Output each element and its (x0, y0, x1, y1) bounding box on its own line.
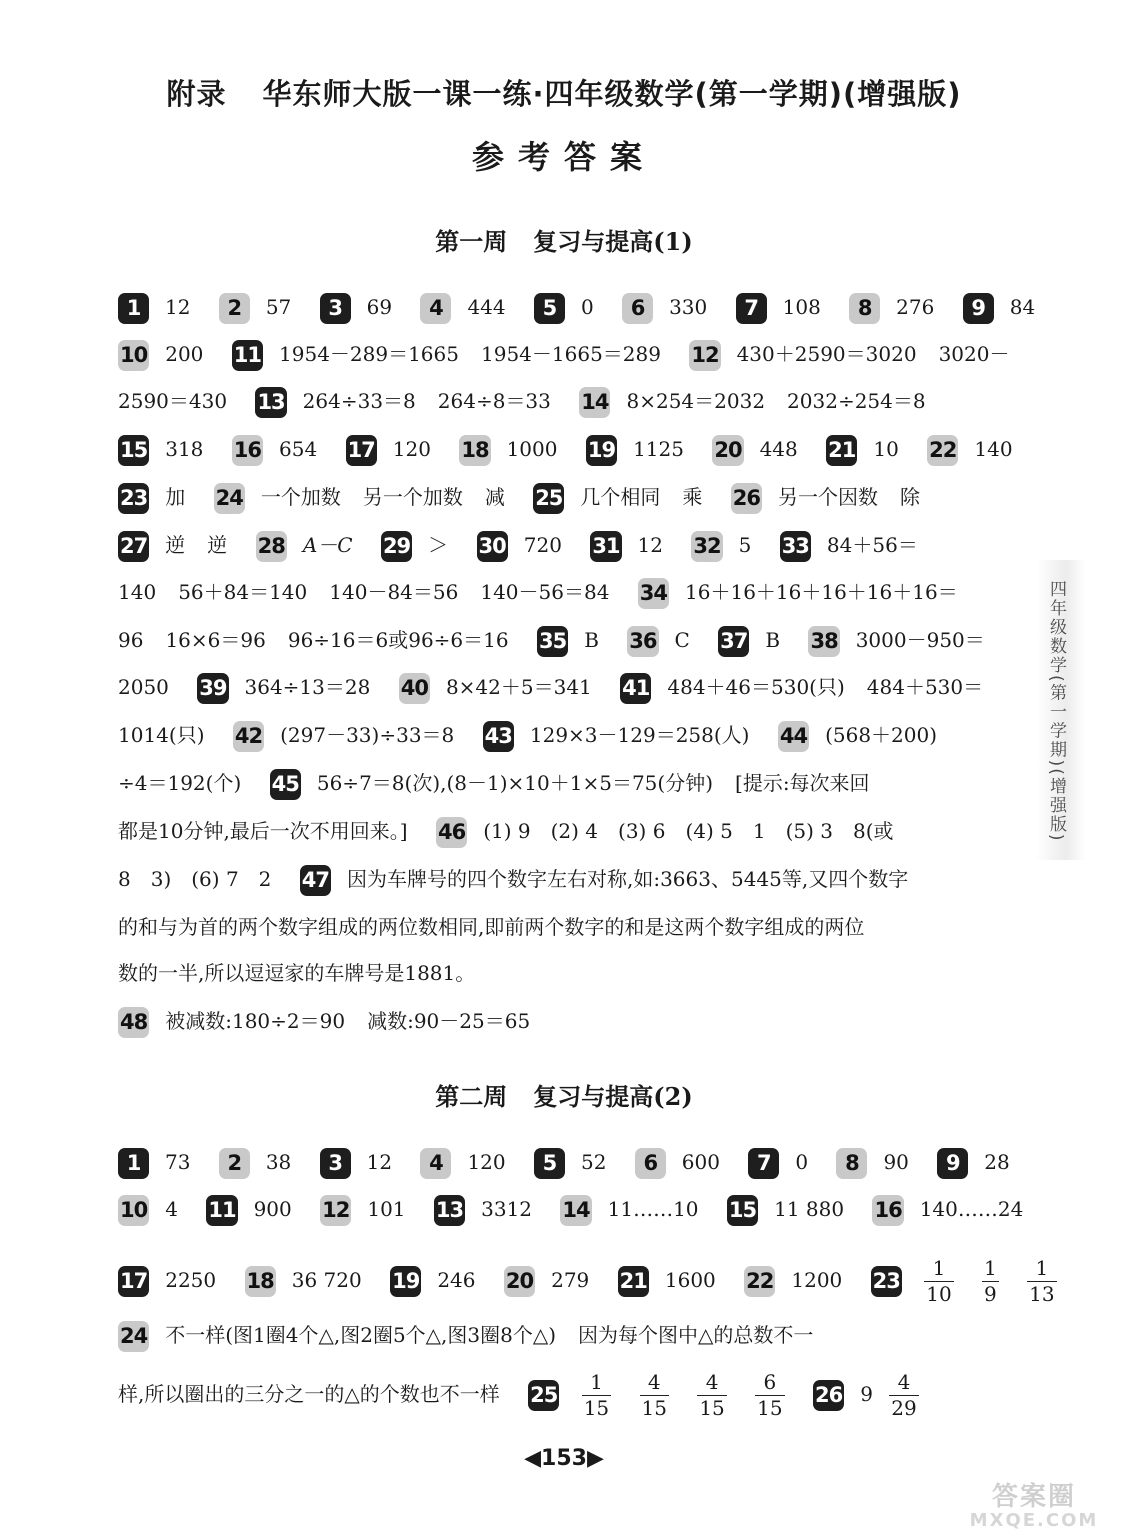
answer-value: 140－84＝56 (329, 580, 459, 604)
fraction-denominator: 29 (891, 1396, 917, 1420)
answer-value: 38 (265, 1150, 292, 1174)
answer-value: 140……24 (919, 1197, 1024, 1221)
answer-line (118, 623, 985, 657)
question-number-badge: 44 (778, 721, 809, 752)
question-number-badge: 19 (586, 435, 617, 466)
answer-value: 900 (253, 1197, 292, 1221)
answer-line (118, 384, 948, 418)
week-topic: 复习与提高(2) (533, 1082, 693, 1111)
page-number: ◀153▶ (524, 1446, 604, 1471)
fraction-numerator: 4 (697, 1370, 726, 1396)
answer-value: 12 (366, 1150, 393, 1174)
fraction-denominator: 15 (699, 1396, 725, 1420)
answer-line (118, 1004, 530, 1038)
answer-value: 因为车牌号的四个数字左右对称,如:3663、5445等,又四个数字 (346, 867, 909, 891)
fraction-numerator: 4 (889, 1370, 918, 1396)
answer-value: 1000 (506, 437, 558, 461)
question-number-badge: 19 (390, 1266, 421, 1297)
answer-value: 减 (484, 485, 505, 509)
fraction (582, 1370, 611, 1421)
side-running-title: 四年级数学(第一学期)(增强版) (1046, 580, 1066, 843)
question-number-badge: 24 (118, 1321, 149, 1352)
question-number-badge: 5 (534, 1148, 565, 1179)
question-number-badge: 32 (691, 531, 722, 562)
question-number-badge: 36 (627, 626, 658, 657)
answer-line (118, 290, 1057, 324)
answer-value: 8×42＋5＝341 (445, 675, 592, 699)
fraction-numerator: 6 (755, 1370, 784, 1396)
question-number-badge: 25 (528, 1380, 559, 1411)
answer-value: 8 3) (6) 7 2 (118, 867, 272, 891)
answer-value: 都是10分钟,最后一次不用回来。] (118, 819, 408, 843)
answer-value: 96÷16＝6或96÷6＝16 (287, 628, 509, 652)
answer-value: A－C (302, 533, 353, 557)
answer-line (118, 718, 937, 752)
question-number-badge: 6 (635, 1148, 666, 1179)
question-number-badge: 12 (689, 340, 720, 371)
question-number-badge: 15 (118, 435, 149, 466)
answer-value: 10 (873, 437, 899, 461)
question-number-badge: 30 (477, 531, 508, 562)
answer-value: 1954－1665＝289 (481, 342, 661, 366)
answer-value: 279 (551, 1268, 590, 1292)
answer-value: 276 (896, 295, 935, 319)
answer-value: 1125 (633, 437, 684, 461)
fraction-denominator: 10 (926, 1282, 952, 1306)
question-number-badge: 41 (620, 673, 651, 704)
answer-value: 减数:90－25＝65 (367, 1009, 531, 1033)
fraction (1027, 1256, 1056, 1307)
answer-value: 乘 (682, 485, 703, 509)
fraction-denominator: 13 (1029, 1282, 1055, 1306)
answers-title: 参考答案 (471, 138, 656, 176)
answer-value: 16×6＝96 (165, 628, 266, 652)
book-title: 华东师大版一课一练·四年级数学(第一学期)(增强版) (262, 77, 962, 111)
answer-value: (297－33)÷33＝8 (280, 723, 455, 747)
answer-value: 另一个因数 (778, 485, 879, 509)
question-number-badge: 27 (118, 531, 149, 562)
question-number-badge: 22 (744, 1266, 775, 1297)
question-number-badge: 13 (255, 387, 286, 418)
answer-value: 3000－950＝ (855, 628, 985, 652)
question-number-badge: 21 (618, 1266, 649, 1297)
question-number-badge: 20 (712, 435, 743, 466)
answer-value: 0 (795, 1150, 809, 1174)
answer-value: 5 (738, 533, 752, 557)
question-number-badge: 5 (534, 293, 565, 324)
answer-line (118, 670, 983, 704)
question-number-badge: 46 (436, 817, 467, 848)
answer-value: 484＋530＝ (866, 675, 984, 699)
answer-value: 0 (580, 295, 594, 319)
answer-value: B (584, 628, 599, 652)
question-number-badge: 20 (504, 1266, 535, 1297)
question-number-badge: 26 (813, 1380, 844, 1411)
fraction (640, 1370, 669, 1421)
answer-value: 84＋56＝ (826, 533, 918, 557)
answer-value: 2032÷254＝8 (787, 389, 926, 413)
page-header (0, 72, 1128, 113)
question-number-badge: 40 (399, 673, 430, 704)
answer-line (118, 910, 864, 944)
answer-value: 除 (900, 485, 921, 509)
answer-value: 逆 (207, 533, 228, 557)
question-number-badge: 38 (808, 626, 839, 657)
answer-value: 9 (860, 1382, 873, 1406)
answer-value: 720 (523, 533, 562, 557)
answer-value: 加 (165, 485, 186, 509)
question-number-badge: 14 (560, 1195, 591, 1226)
question-number-badge: 14 (579, 387, 610, 418)
question-number-badge: 11 (206, 1195, 237, 1226)
fraction (924, 1256, 953, 1307)
week-label: 第一周 (435, 227, 508, 256)
answer-value: 484＋46＝530(只) (667, 675, 845, 699)
answer-value: 因为每个图中△的总数不一 (578, 1323, 814, 1347)
fraction-numerator: 1 (924, 1256, 953, 1282)
question-number-badge: 24 (214, 483, 245, 514)
question-number-badge: 9 (937, 1148, 968, 1179)
answer-value: 52 (580, 1150, 607, 1174)
question-number-badge: 4 (420, 1148, 451, 1179)
answer-line (118, 337, 1009, 371)
answer-value: 200 (165, 342, 204, 366)
answer-value: 12 (165, 295, 191, 319)
question-number-badge: 21 (826, 435, 857, 466)
question-number-badge: 16 (232, 435, 263, 466)
section-title-week2 (0, 1077, 1128, 1112)
question-number-badge: 10 (118, 340, 149, 371)
answer-value: 16＋16＋16＋16＋16＋16＝ (685, 580, 958, 604)
answer-value: 444 (467, 295, 506, 319)
answer-value: 12 (637, 533, 663, 557)
answer-value: 数的一半,所以逗逗家的车牌号是1881。 (118, 961, 476, 985)
answer-value: 140－56＝84 (480, 580, 610, 604)
question-number-badge: 13 (434, 1195, 465, 1226)
answer-line (118, 1145, 1032, 1179)
answer-value: 8×254＝2032 (626, 389, 766, 413)
question-number-badge: 2 (219, 1148, 250, 1179)
answer-value: 69 (366, 295, 393, 319)
answer-value: 57 (265, 295, 292, 319)
question-number-badge: 8 (849, 293, 880, 324)
question-number-badge: 34 (638, 578, 669, 609)
answer-value: 264÷8＝33 (437, 389, 551, 413)
fraction (755, 1370, 784, 1421)
answer-line (118, 1318, 813, 1352)
fraction-numerator: 1 (984, 1256, 997, 1280)
answer-value: 1200 (791, 1268, 843, 1292)
question-number-badge: 47 (300, 865, 331, 896)
fraction-denominator: 15 (757, 1396, 783, 1420)
answer-value: B (765, 628, 781, 652)
watermark (946, 1476, 1122, 1531)
answer-line (118, 766, 870, 800)
answer-value: 84 (1009, 295, 1036, 319)
appendix-label: 附录 (166, 77, 227, 111)
answer-line (118, 575, 958, 609)
answer-line (118, 528, 918, 562)
answer-value: 129×3－129＝258(人) (529, 723, 750, 747)
question-number-badge: 43 (483, 721, 514, 752)
answer-value: 430＋2590＝3020 (736, 342, 917, 366)
answer-value: 264÷33＝8 (302, 389, 416, 413)
answer-value: C (674, 628, 690, 652)
question-number-badge: 3 (320, 1148, 351, 1179)
answer-value: 330 (669, 295, 708, 319)
answer-value: 2590＝430 (118, 389, 228, 413)
answer-value: 28 (984, 1150, 1010, 1174)
answer-value: 654 (279, 437, 318, 461)
question-number-badge: 33 (780, 531, 811, 562)
answer-value: 56＋84＝140 (178, 580, 308, 604)
answer-value: (1) 9 (2) 4 (3) 6 (4) 5 1 (5) 3 8(或 (483, 819, 894, 843)
answer-value: 3020－ (938, 342, 1010, 366)
fraction-numerator: 1 (582, 1370, 611, 1396)
question-number-badge: 25 (533, 483, 564, 514)
fraction (982, 1256, 999, 1307)
answer-value: 不一样(图1圈4个△,图2圈5个△,图3圈8个△) (165, 1323, 557, 1347)
fraction (697, 1370, 726, 1421)
question-number-badge: 7 (736, 293, 767, 324)
answer-value: 11 880 (774, 1197, 845, 1221)
question-number-badge: 26 (731, 483, 762, 514)
answer-value: 96 (118, 628, 144, 652)
answer-value: 90 (883, 1150, 909, 1174)
answer-value: 逆 (165, 533, 186, 557)
answer-value: ÷4＝192(个) (118, 771, 242, 795)
answer-value: 73 (165, 1150, 191, 1174)
question-number-badge: 11 (232, 340, 263, 371)
question-number-badge: 3 (320, 293, 351, 324)
question-number-badge: 10 (118, 1195, 149, 1226)
question-number-badge: 9 (963, 293, 994, 324)
answer-value: 1954－289＝1665 (279, 342, 459, 366)
answer-value: 101 (367, 1197, 406, 1221)
question-number-badge: 18 (459, 435, 490, 466)
question-number-badge: 6 (622, 293, 653, 324)
answer-value: 2050 (118, 675, 169, 699)
answer-line (118, 1192, 1045, 1226)
question-number-badge: 48 (118, 1007, 149, 1038)
answer-value: 318 (165, 437, 204, 461)
question-number-badge: 17 (346, 435, 377, 466)
watermark-site: MXQE.COM (969, 1510, 1099, 1531)
question-number-badge: 8 (836, 1148, 867, 1179)
question-number-badge: 42 (233, 721, 264, 752)
answer-value: 140 (974, 437, 1013, 461)
answer-value: 600 (681, 1150, 720, 1174)
answer-value: 4 (165, 1197, 178, 1221)
fraction-denominator: 15 (641, 1396, 667, 1420)
answer-value: 3312 (481, 1197, 533, 1221)
answer-value: 另一个加数 (362, 485, 463, 509)
answer-line (118, 862, 908, 896)
answer-value: 的和与为首的两个数字组成的两位数相同,即前两个数字的和是这两个数字组成的两位 (118, 915, 865, 939)
answer-value: 120 (467, 1150, 506, 1174)
answer-value: [提示:每次来回 (735, 771, 870, 795)
question-number-badge: 15 (727, 1195, 758, 1226)
question-number-badge: 12 (320, 1195, 351, 1226)
fraction-denominator: 15 (583, 1396, 610, 1420)
answer-line (118, 1368, 941, 1420)
question-number-badge: 18 (245, 1266, 276, 1297)
fraction (889, 1370, 918, 1421)
question-number-badge: 2 (219, 293, 250, 324)
answer-value: (568＋200) (825, 723, 938, 747)
answer-value: 1600 (664, 1268, 716, 1292)
question-number-badge: 7 (748, 1148, 779, 1179)
answer-value: 样,所以圈出的三分之一的△的个数也不一样 (118, 1382, 500, 1406)
answer-value: 364÷13＝28 (244, 675, 371, 699)
question-number-badge: 4 (420, 293, 451, 324)
question-number-badge: 17 (118, 1266, 149, 1297)
week-topic: 复习与提高(1) (533, 227, 693, 256)
question-number-badge: 35 (537, 626, 568, 657)
question-number-badge: 37 (718, 626, 749, 657)
question-number-badge: 1 (118, 1148, 149, 1179)
watermark-logo: 答案圈 (991, 1482, 1076, 1512)
question-number-badge: 39 (197, 673, 228, 704)
question-number-badge: 1 (118, 293, 149, 324)
answer-value: 56÷7＝8(次),(8－1)×10＋1×5＝75(分钟) (316, 771, 714, 795)
question-number-badge: 23 (871, 1266, 902, 1297)
fraction-numerator: 1 (1027, 1256, 1056, 1282)
answer-value: 一个加数 (260, 485, 341, 509)
answer-value: 2250 (165, 1268, 217, 1292)
answer-value: 448 (759, 437, 798, 461)
question-number-badge: 29 (381, 531, 412, 562)
answer-value: 11……10 (607, 1197, 699, 1221)
question-number-badge: 16 (872, 1195, 903, 1226)
answer-value: 1014(只) (118, 723, 205, 747)
answer-line (118, 1254, 1079, 1306)
answer-value: 被减数:180÷2＝90 (165, 1009, 346, 1033)
question-number-badge: 23 (118, 483, 149, 514)
week-label: 第二周 (435, 1082, 508, 1111)
answer-value: 120 (392, 437, 431, 461)
question-number-badge: 28 (256, 531, 287, 562)
fraction-denominator: 9 (984, 1282, 997, 1306)
answer-line (118, 956, 475, 990)
answer-line (118, 480, 920, 514)
fraction-numerator: 4 (640, 1370, 669, 1396)
answer-value: 几个相同 (580, 485, 661, 509)
answer-value: 140 (118, 580, 157, 604)
answer-value: ＞ (428, 533, 449, 557)
answer-value: 246 (437, 1268, 476, 1292)
answer-line (118, 432, 1035, 466)
answer-value: 36 720 (291, 1268, 362, 1292)
question-number-badge: 31 (590, 531, 621, 562)
question-number-badge: 45 (270, 769, 301, 800)
section-title-week1 (0, 222, 1128, 257)
answer-line (118, 814, 894, 848)
answer-value: 108 (782, 295, 821, 319)
question-number-badge: 22 (927, 435, 958, 466)
